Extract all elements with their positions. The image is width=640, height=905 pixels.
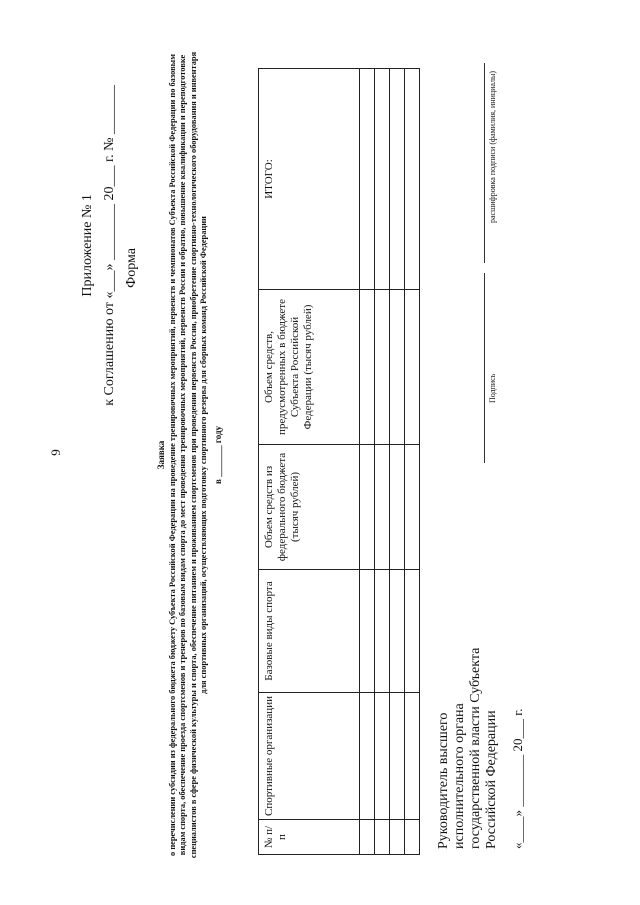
signature-area xyxy=(476,63,516,463)
col-header-total: ИТОГО: xyxy=(259,69,360,290)
table-row xyxy=(360,69,375,855)
table-row xyxy=(375,69,390,855)
table-row xyxy=(390,69,405,855)
page-number: 9 xyxy=(48,449,63,456)
table-row xyxy=(405,69,420,855)
col-header-federal-funds: Объем средств из федерального бюджета (тысяч рублей) xyxy=(259,445,360,570)
col-header-number: № п/п xyxy=(259,820,360,855)
col-header-regional-funds: Объем средств, предусмотренных в бюджете Субъекта Российской Федерации (тысяч рублей) xyxy=(259,290,360,445)
signatory-position: Руководитель высшего исполнительного органа государственной власти Субъекта Российской Федерации xyxy=(436,647,499,849)
signature-decoding-caption: расшифровка подписи (фамилия, инициалы) xyxy=(488,70,497,223)
table-header-row xyxy=(259,69,360,855)
signature-caption: Подпись xyxy=(488,373,497,403)
appendix-title: Приложение № 1 xyxy=(80,194,95,297)
appendix-heading xyxy=(78,85,120,406)
form-label: Форма xyxy=(124,248,139,288)
application-year-line: в _______ году xyxy=(212,425,223,485)
col-header-organizations: Спортивные организации xyxy=(259,693,360,820)
application-description: о перечислении субсидии из федерального бюджета бюджету Субъекта Российской Федерации на проведение тренировочных мероприятий, первенств и чемпионатов Субъекта Российской Федерации по базовым видам спорта, обеспечение проезда спортсменов и тренеров по базовым видам спорта до мест проведения тренировочных мероприятий, первенств России и обратно, повышение квалификации и переподготовке специалистов в сфере физической культуры и спорта, обеспечение питанием и проживанием спортсменов при проведении первенств России, приобретение спортивно-технологического оборудования и инвентаря для спортивных организаций, осуществляющих подготовку спортивного резерва для сборных команд Российской Федерации xyxy=(167,51,209,859)
application-header xyxy=(156,45,224,865)
signature-date-line: «____» ________ 20___ г. xyxy=(510,708,525,849)
col-header-sports: Базовые виды спорта xyxy=(259,570,360,693)
signature-decoding-line xyxy=(484,63,485,263)
agreement-line: к Соглашению от «___» ________ 20___ г. № _______ xyxy=(102,85,117,406)
application-table xyxy=(258,68,420,855)
application-title: Заявка xyxy=(156,440,166,470)
signature-line xyxy=(484,273,485,463)
